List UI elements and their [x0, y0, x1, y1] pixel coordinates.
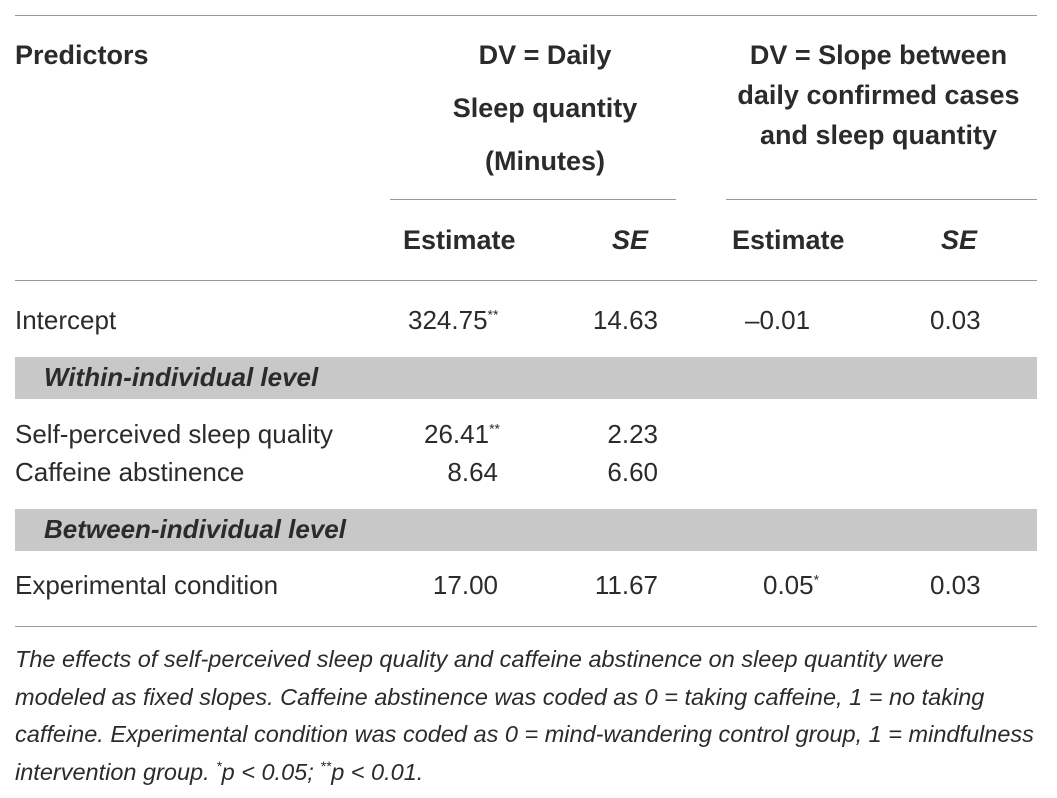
significance-marker: **	[487, 306, 499, 323]
header-estimate-1: Estimate	[403, 225, 516, 255]
row-sleep-quality-est1	[424, 419, 500, 450]
row-intercept-est2: –0.01	[745, 305, 811, 335]
header-se-1: SE	[612, 225, 649, 255]
row-condition-est2	[763, 570, 819, 601]
header-dv1-line3: (Minutes)	[485, 146, 605, 176]
section-label-between: Between-individual level	[44, 514, 346, 544]
row-condition-se1: 11.67	[594, 570, 658, 600]
dv2-underline	[726, 199, 1037, 200]
header-dv2-line2: daily confirmed cases	[737, 80, 1020, 110]
row-condition-se2: 0.03	[930, 570, 981, 600]
row-condition-est1: 17.00	[432, 570, 498, 600]
table-bottom-rule	[15, 626, 1037, 627]
header-predictors: Predictors	[15, 40, 149, 70]
header-bottom-rule	[15, 280, 1037, 281]
table-footnote	[15, 641, 1040, 791]
header-dv1-line2: Sleep quantity	[452, 93, 638, 123]
row-caffeine-label: Caffeine abstinence	[15, 457, 245, 487]
row-intercept-se2: 0.03	[930, 305, 981, 335]
row-intercept-label: Intercept	[15, 305, 117, 335]
estimate-value: 324.75	[408, 305, 488, 335]
footnote-star-single: *	[216, 757, 222, 774]
significance-marker: *	[813, 571, 820, 588]
row-intercept-est1	[408, 305, 498, 336]
row-sleep-quality-se1: 2.23	[607, 419, 658, 449]
header-dv2-line1: DV = Slope between	[749, 40, 1008, 70]
header-estimate-2: Estimate	[732, 225, 845, 255]
footnote-p05: p < 0.05;	[221, 758, 321, 785]
header-dv1-line1: DV = Daily	[478, 40, 612, 70]
top-rule	[15, 15, 1037, 16]
dv1-underline	[390, 199, 676, 200]
header-se-2: SE	[941, 225, 978, 255]
footnote-text: The effects of self-perceived sleep quality and caffeine abstinence on sleep quantity were modeled as fixed slopes. Caffeine abstinence was coded as 0 = taking caffeine, 1 = no taking caffeine. Experimental condition was coded as 0 = mind-wandering control group, 1 = mindfulness intervention group.	[15, 646, 1034, 785]
significance-marker: **	[489, 420, 500, 437]
footnote-p01: p < 0.01.	[331, 758, 424, 785]
estimate-value: 26.41	[424, 419, 490, 449]
row-intercept-se1: 14.63	[592, 305, 658, 335]
row-caffeine-est1: 8.64	[447, 457, 498, 487]
footnote-star-double: **	[320, 757, 332, 774]
row-sleep-quality-label: Self-perceived sleep quality	[15, 419, 333, 449]
estimate-value: 0.05	[763, 570, 814, 600]
row-condition-label: Experimental condition	[15, 570, 279, 600]
section-label-within: Within-individual level	[44, 362, 319, 392]
header-dv2-line3: and sleep quantity	[759, 120, 998, 150]
row-caffeine-se1: 6.60	[607, 457, 658, 487]
